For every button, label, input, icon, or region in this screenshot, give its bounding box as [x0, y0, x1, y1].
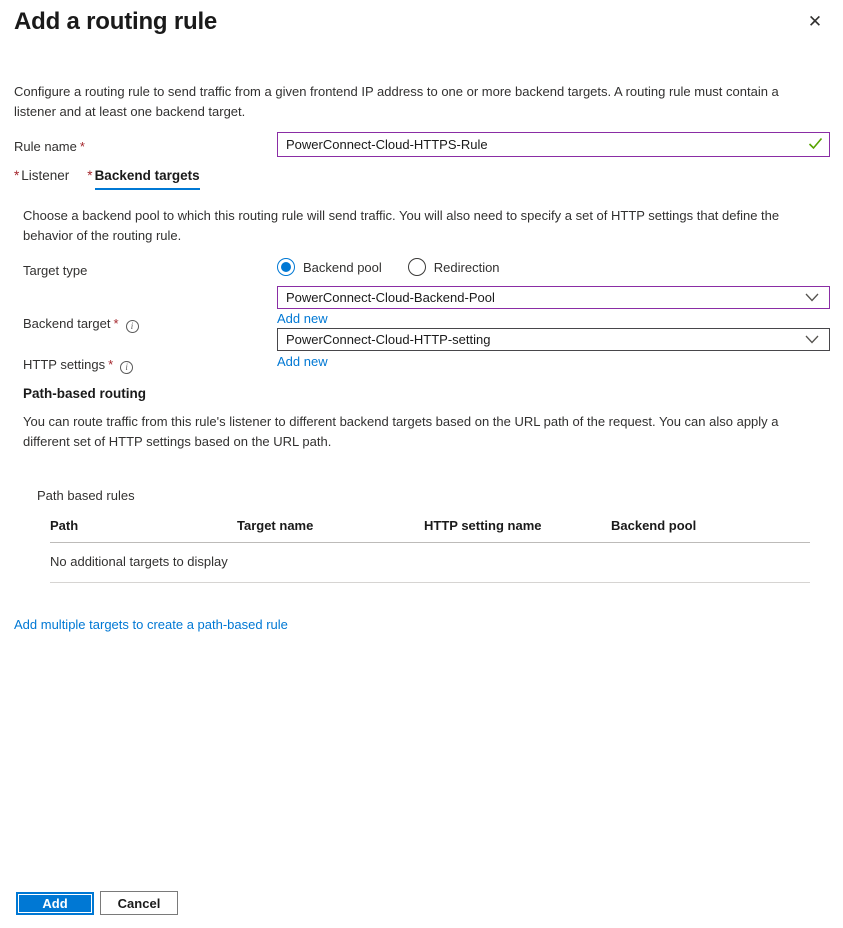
radio-unselected-icon [408, 258, 426, 276]
tab-backend-targets[interactable]: * Backend targets [87, 168, 199, 190]
path-based-routing-description: You can route traffic from this rule's listener to different backend targets based on the URL path of the request. You can also apply a different set of HTTP settings based on the URL path. [23, 414, 779, 449]
column-header-target-name: Target name [237, 518, 314, 533]
valid-check-icon [808, 137, 823, 150]
backend-target-value: PowerConnect-Cloud-Backend-Pool [286, 290, 495, 305]
close-icon[interactable]: ✕ [807, 12, 823, 31]
add-button[interactable]: Add [18, 894, 92, 913]
radio-backend-pool-label: Backend pool [303, 259, 382, 275]
backend-target-dropdown[interactable] [277, 286, 830, 309]
info-icon[interactable]: i [120, 361, 133, 374]
tab-bar [14, 168, 200, 190]
add-multiple-targets-link[interactable]: Add multiple targets to create a path-based rule [14, 617, 288, 632]
radio-redirection-label: Redirection [433, 259, 500, 275]
add-new-http-setting-link[interactable]: Add new [277, 354, 328, 369]
backend-target-label: Backend target * i [23, 316, 139, 333]
table-header-row [50, 518, 810, 543]
path-based-routing-heading: Path-based routing [23, 386, 147, 401]
column-header-backend-pool: Backend pool [611, 518, 697, 533]
backend-targets-description: Choose a backend pool to which this routing rule will send traffic. You will also need to specify a set of HTTP settings that define the behavior of the routing rule. [23, 208, 780, 243]
required-asterisk: * [14, 168, 20, 183]
dialog-description: Configure a routing rule to send traffic from a given frontend IP address to one or more backend targets. A routing rule must contain a listener and at least one backend target. [14, 84, 779, 119]
path-based-rules-table [50, 518, 810, 583]
target-type-radio-group [277, 258, 500, 276]
table-empty-row: No additional targets to display [50, 543, 810, 583]
chevron-down-icon [805, 293, 819, 302]
add-new-backend-pool-link[interactable]: Add new [277, 311, 328, 326]
chevron-down-icon [805, 335, 819, 344]
rule-name-input[interactable] [277, 132, 830, 157]
radio-selected-icon [277, 258, 295, 276]
required-asterisk: * [108, 357, 114, 372]
column-header-http-setting-name: HTTP setting name [424, 518, 542, 533]
tab-listener[interactable]: * Listener [14, 168, 70, 183]
page-title: Add a routing rule [14, 8, 218, 35]
http-settings-value: PowerConnect-Cloud-HTTP-setting [286, 332, 491, 347]
http-settings-dropdown[interactable] [277, 328, 830, 351]
rule-name-label: Rule name * [14, 139, 85, 154]
required-asterisk: * [87, 168, 93, 183]
required-asterisk: * [79, 139, 85, 154]
http-settings-label: HTTP settings * i [23, 357, 133, 374]
cancel-button[interactable]: Cancel [100, 891, 178, 915]
path-based-rules-label: Path based rules [37, 488, 135, 503]
column-header-path: Path [50, 518, 79, 533]
target-type-label: Target type [23, 263, 88, 278]
required-asterisk: * [113, 316, 119, 331]
info-icon[interactable]: i [126, 320, 139, 333]
radio-backend-pool[interactable] [277, 258, 382, 276]
radio-redirection[interactable] [408, 258, 500, 276]
